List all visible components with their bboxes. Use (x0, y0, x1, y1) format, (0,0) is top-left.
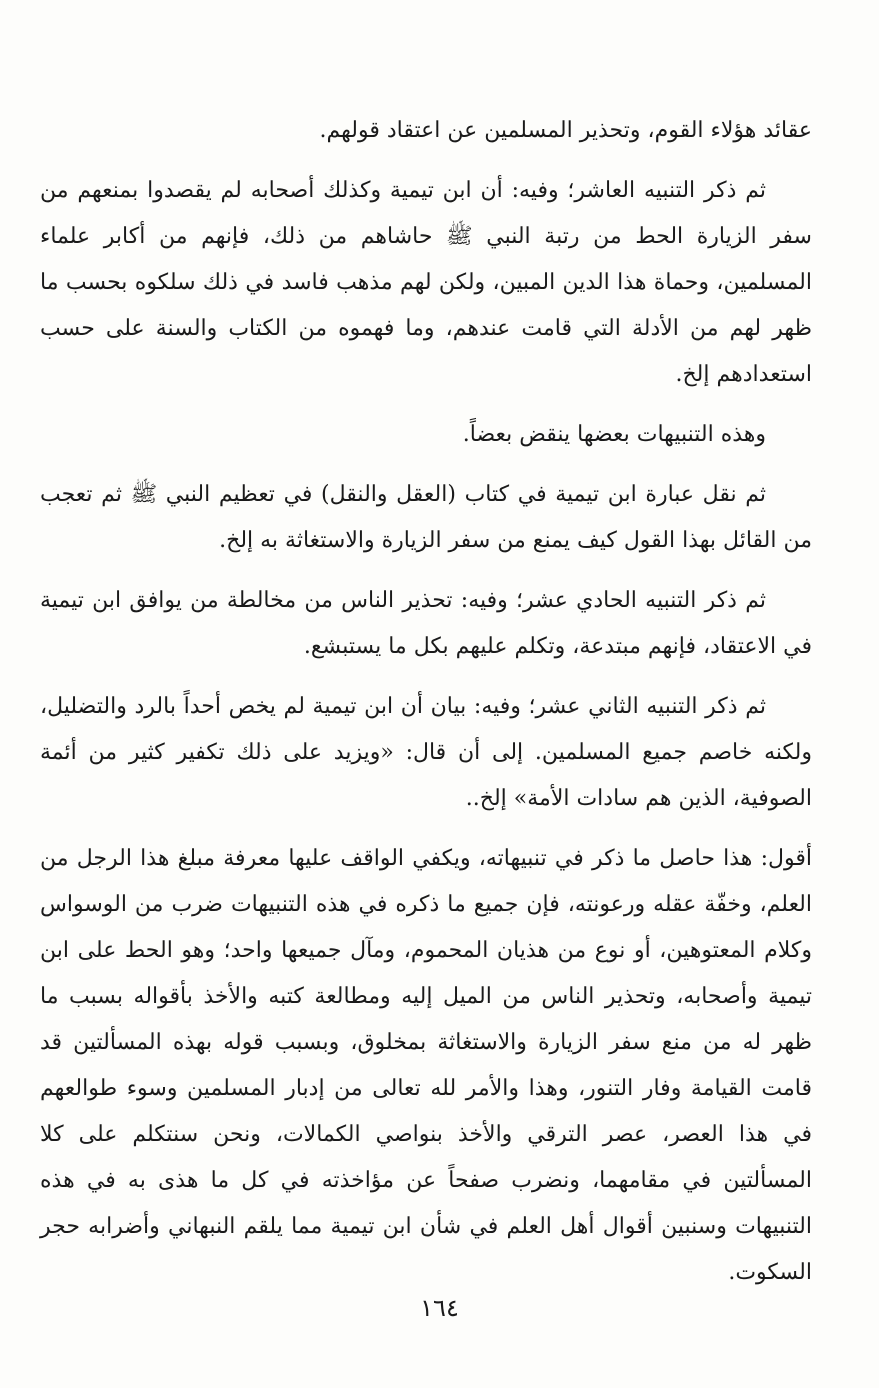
page-number: ١٦٤ (420, 1294, 459, 1322)
paragraph-6: ثم ذكر التنبيه الثاني عشر؛ وفيه: بيان أن ابن تيمية لم يخص أحداً بالرد والتضليل، ولكنه خاصم جميع المسلمين. إلى أن قال: «ويزيد على ذلك تكفير كثير من أئمة الصوفية، الذين هم سادات الأمة» إلخ.. (40, 694, 812, 811)
paragraph-2: ثم ذكر التنبيه العاشر؛ وفيه: أن ابن تيمية وكذلك أصحابه لم يقصدوا بمنعهم من سفر الزيارة الحط من رتبة النبي ﷺ حاشاهم من ذلك، فإنهم من أكابر علماء المسلمين، وحماة هذا الدين المبين، ولكن لهم مذهب فاسد في ذلك سلكوه بحسب ما ظهر لهم من الأدلة التي قامت عندهم، وما فهموه من الكتاب والسنة على حسب استعدادهم إلخ. (40, 178, 812, 387)
paragraph-5: ثم ذكر التنبيه الحادي عشر؛ وفيه: تحذير الناس من مخالطة من يوافق ابن تيمية في الاعتقاد، فإنهم مبتدعة، وتكلم عليهم بكل ما يستبشع. (40, 588, 812, 659)
paragraph-3: وهذه التنبيهات بعضها ينقض بعضاً. (462, 422, 766, 447)
paragraph-4: ثم نقل عبارة ابن تيمية في كتاب (العقل والنقل) في تعظيم النبي ﷺ ثم تعجب من القائل بهذا القول كيف يمنع من سفر الزيارة والاستغاثة به إلخ. (40, 482, 812, 553)
page-body (40, 108, 812, 1310)
paragraph-1: عقائد هؤلاء القوم، وتحذير المسلمين عن اعتقاد قولهم. (319, 118, 812, 143)
paragraph-7: أقول: هذا حاصل ما ذكر في تنبيهاته، ويكفي الواقف عليها معرفة مبلغ هذا الرجل من العلم، وخفّة عقله ورعونته، فإن جميع ما ذكره في هذه التنبيهات ضرب من الوسواس وكلام المعتوهين، أو نوع من هذيان المحموم، ومآل جميعها واحد؛ وهو الحط على ابن تيمية وأصحابه، وتحذير الناس من الميل إليه ومطالعة كتبه والأخذ بأقواله بسبب ما ظهر له من منع سفر الزيارة والاستغاثة بمخلوق، وبسبب قوله بهذه المسألتين قد قامت القيامة وفار التنور، وهذا والأمر لله تعالى من إدبار المسلمين وسوء طوالعهم في هذا العصر، عصر الترقي والأخذ بنواصي الكمالات، ونحن سنتكلم على كلا المسألتين في مقامهما، ونضرب صفحاً عن مؤاخذته في كل ما هذى به في هذه التنبيهات وسنبين أقوال أهل العلم في شأن ابن تيمية مما يلقم النبهاني وأضرابه حجر السكوت. (40, 846, 812, 1285)
